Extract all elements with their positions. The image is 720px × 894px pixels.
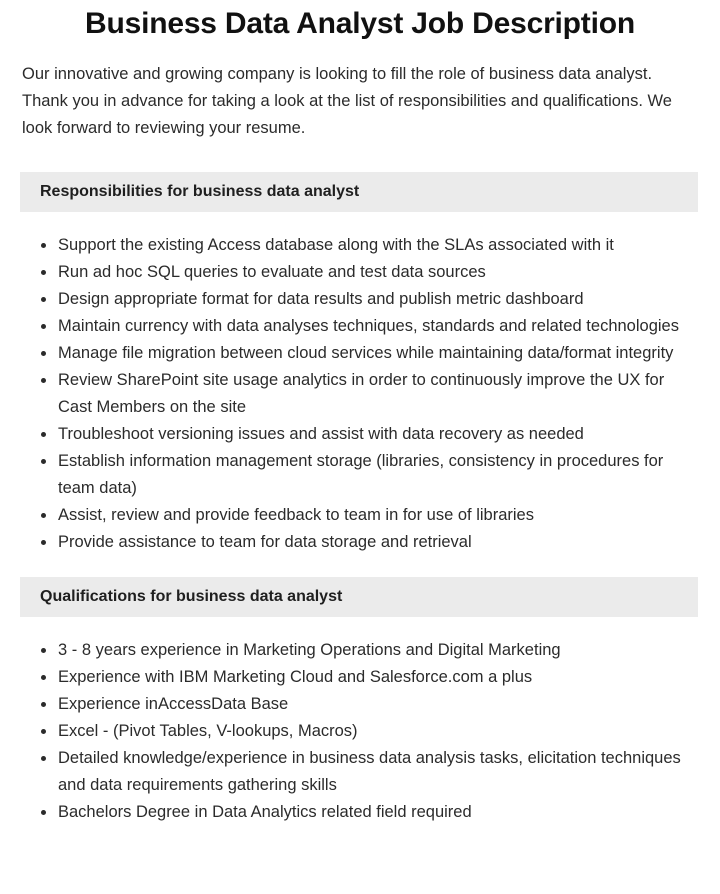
list-item (0, 718, 720, 745)
list-item-text: Detailed knowledge/experience in business data analysis tasks, elicitation techniques and data requirements gathering skills (58, 749, 681, 794)
list-item-text: Establish information management storage (libraries, consistency in procedures for team data) (58, 452, 664, 497)
list-item (0, 799, 720, 826)
list-item-text: Support the existing Access database along with the SLAs associated with it (58, 236, 614, 254)
bullet-icon (41, 729, 46, 734)
list-item (0, 664, 720, 691)
list-item-text: Manage file migration between cloud services while maintaining data/format integrity (58, 344, 674, 362)
bullet-icon (41, 540, 46, 545)
responsibilities-list (0, 212, 720, 556)
qualifications-section (0, 577, 720, 826)
bullet-icon (41, 675, 46, 680)
list-item-text: 3 - 8 years experience in Marketing Operations and Digital Marketing (58, 641, 561, 659)
bullet-icon (41, 756, 46, 761)
list-item-text: Bachelors Degree in Data Analytics related field required (58, 803, 472, 821)
bullet-icon (41, 648, 46, 653)
bullet-icon (41, 351, 46, 356)
intro-paragraph: Our innovative and growing company is looking to fill the role of business data analyst. Thank you in advance for taking a look at the list of responsibilities and qualifications. We look forward to reviewing your resume. (22, 65, 672, 137)
list-item (0, 367, 720, 421)
list-item-text: Assist, review and provide feedback to team in for use of libraries (58, 506, 534, 524)
list-item-text: Experience inAccessData Base (58, 695, 289, 713)
list-item-text: Maintain currency with data analyses techniques, standards and related technologies (58, 317, 679, 335)
list-item (0, 421, 720, 448)
bullet-icon (41, 459, 46, 464)
bullet-icon (41, 513, 46, 518)
list-item (0, 448, 720, 502)
list-item-text: Troubleshoot versioning issues and assist with data recovery as needed (58, 425, 584, 443)
list-item (0, 691, 720, 718)
bullet-icon (41, 810, 46, 815)
page-title: Business Data Analyst Job Description (85, 7, 635, 40)
bullet-icon (41, 702, 46, 707)
list-item (0, 232, 720, 259)
list-item (0, 637, 720, 664)
list-item-text: Experience with IBM Marketing Cloud and Salesforce.com a plus (58, 668, 533, 686)
qualifications-list (0, 617, 720, 826)
bullet-icon (41, 243, 46, 248)
responsibilities-section (0, 172, 720, 556)
list-item (0, 502, 720, 529)
qualifications-header-band (20, 577, 698, 617)
list-item (0, 313, 720, 340)
bullet-icon (41, 432, 46, 437)
bullet-icon (41, 324, 46, 329)
list-item-text: Run ad hoc SQL queries to evaluate and test data sources (58, 263, 486, 281)
bullet-icon (41, 297, 46, 302)
responsibilities-heading: Responsibilities for business data analyst (40, 183, 360, 200)
qualifications-heading: Qualifications for business data analyst (40, 588, 343, 605)
list-item (0, 259, 720, 286)
list-item-text: Design appropriate format for data results and publish metric dashboard (58, 290, 584, 308)
list-item (0, 340, 720, 367)
list-item (0, 286, 720, 313)
list-item-text: Excel - (Pivot Tables, V-lookups, Macros) (58, 722, 358, 740)
list-item-text: Review SharePoint site usage analytics in order to continuously improve the UX for Cast Members on the site (58, 371, 665, 416)
list-item-text: Provide assistance to team for data storage and retrieval (58, 533, 472, 551)
list-item (0, 745, 720, 799)
responsibilities-header-band (20, 172, 698, 212)
bullet-icon (41, 378, 46, 383)
bullet-icon (41, 270, 46, 275)
list-item (0, 529, 720, 556)
